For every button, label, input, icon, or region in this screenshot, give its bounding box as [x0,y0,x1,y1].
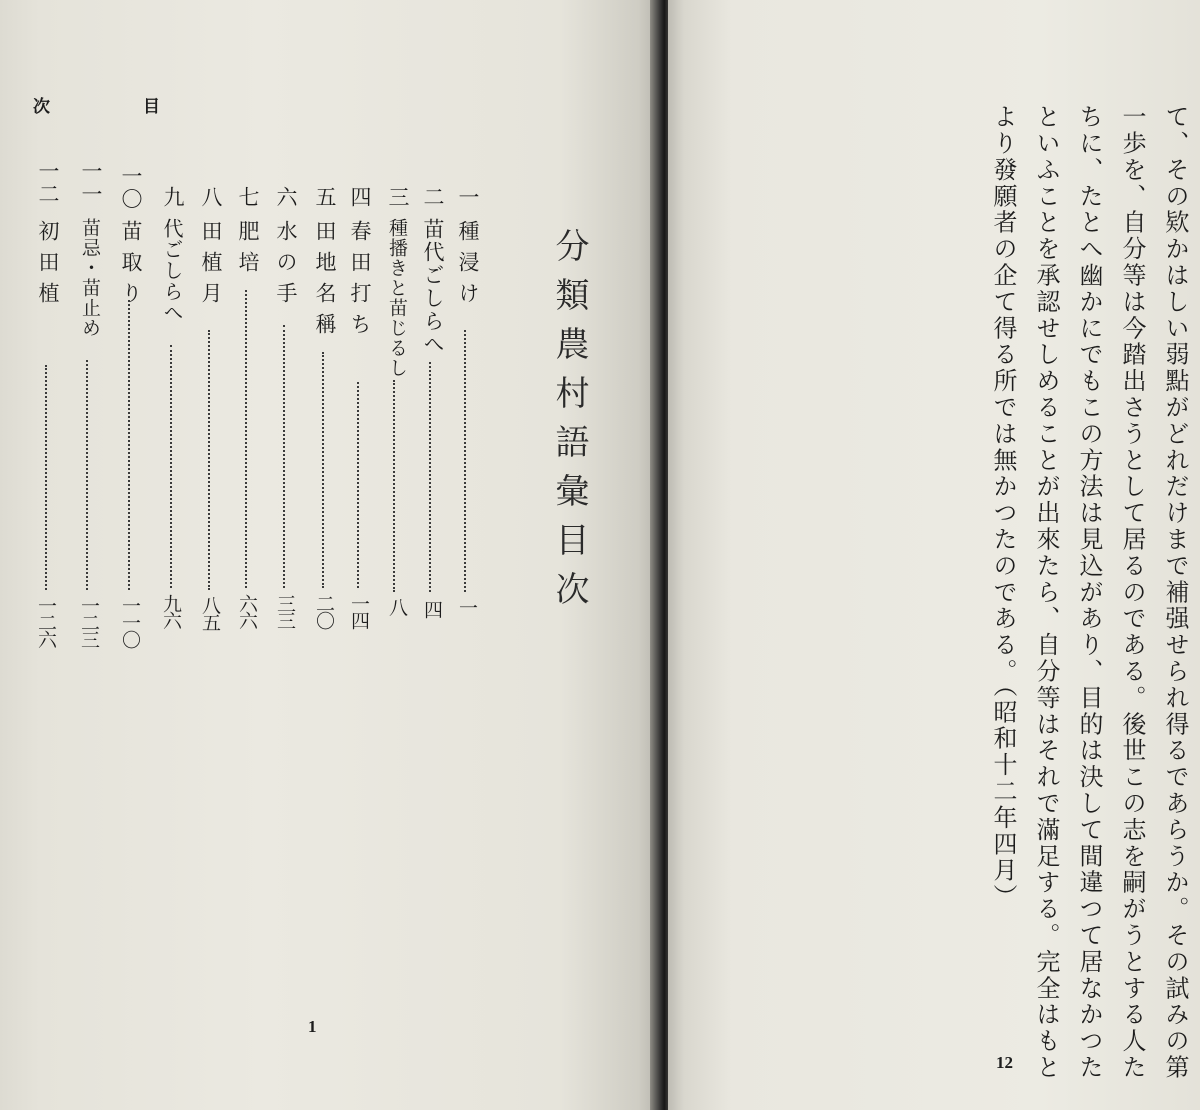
toc-leader-dots [128,300,130,590]
toc-page: 一二三 [78,596,100,647]
toc-number: 四 [348,186,372,209]
toc-title: 春田打ち [348,220,372,344]
body-line: より發願者の企て得る所では無かつたのである。（昭和十二年四月） [989,104,1017,911]
toc-leader-dots [86,360,88,590]
toc-page: 六六 [236,594,258,628]
left-page-number: 1 [308,1017,317,1036]
body-line: 一歩を、自分等は今踏出さうとして居るのである。後世この志を嗣がうとする人た [1118,104,1146,1081]
toc-page: 一 [456,598,478,615]
toc-page: 一二六 [35,596,57,647]
book-title: 分類農村語彙目次 [549,228,589,620]
toc-page: 一一〇 [119,596,141,647]
toc-number: 八 [199,186,223,209]
toc-number: 六 [274,186,298,209]
toc-page: 九六 [160,594,182,628]
toc-leader-dots [208,330,210,590]
toc-number: 一一 [79,160,103,206]
toc-leader-dots [322,352,324,588]
body-line: て、その欵かはしい弱點がどれだけまで補强せられ得るであらうか。その試みの第 [1161,104,1189,1081]
toc-title: 苗代ごしらへ [421,218,445,356]
toc-page: 三三 [274,594,296,628]
toc-page: 一四 [348,594,370,628]
toc-title: 代ごしらへ [160,218,184,323]
header-right-glyph: 目 [139,97,159,114]
toc-leader-dots [429,362,431,592]
toc-number: 七 [236,186,260,209]
toc-number: 九 [161,186,185,209]
body-line: といふことを承認せしめることが出來たら、自分等はそれで滿足する。完全はもと [1032,104,1060,1081]
toc-leader-dots [464,330,466,592]
toc-leader-dots [357,382,359,588]
toc-title: 肥培 [236,220,260,282]
toc-title: 水の手 [274,220,298,313]
toc-title: 苗忌・苗止め [79,218,101,338]
toc-leader-dots [393,380,395,592]
toc-leader-dots [245,290,247,588]
toc-number: 二 [421,186,445,209]
toc-number: 一 [456,186,480,209]
header-left-glyph: 次 [29,97,49,114]
right-page-number: 12 [996,1053,1013,1072]
toc-title: 初田植 [36,220,60,313]
toc-title: 田植月 [199,220,223,313]
toc-page: 二〇 [313,594,335,628]
toc-title: 種播きと苗じるし [386,218,408,378]
toc-leader-dots [45,365,47,590]
toc-page: 八五 [199,596,221,630]
toc-page: 八 [386,598,408,615]
toc-number: 三 [386,186,410,209]
toc-number: 五 [313,186,337,209]
toc-title: 田地名稱 [313,220,337,344]
toc-number: 一二 [36,160,60,206]
toc-leader-dots [170,345,172,588]
toc-title: 種浸け [456,220,480,313]
toc-page: 四 [421,600,443,617]
body-line: ちに、たとへ幽かにでもこの方法は見込があり、目的は決して間違つて居なかつた [1075,104,1103,1081]
toc-title: 苗取り [119,220,143,313]
toc-leader-dots [283,325,285,588]
toc-number: 一〇 [119,165,143,211]
